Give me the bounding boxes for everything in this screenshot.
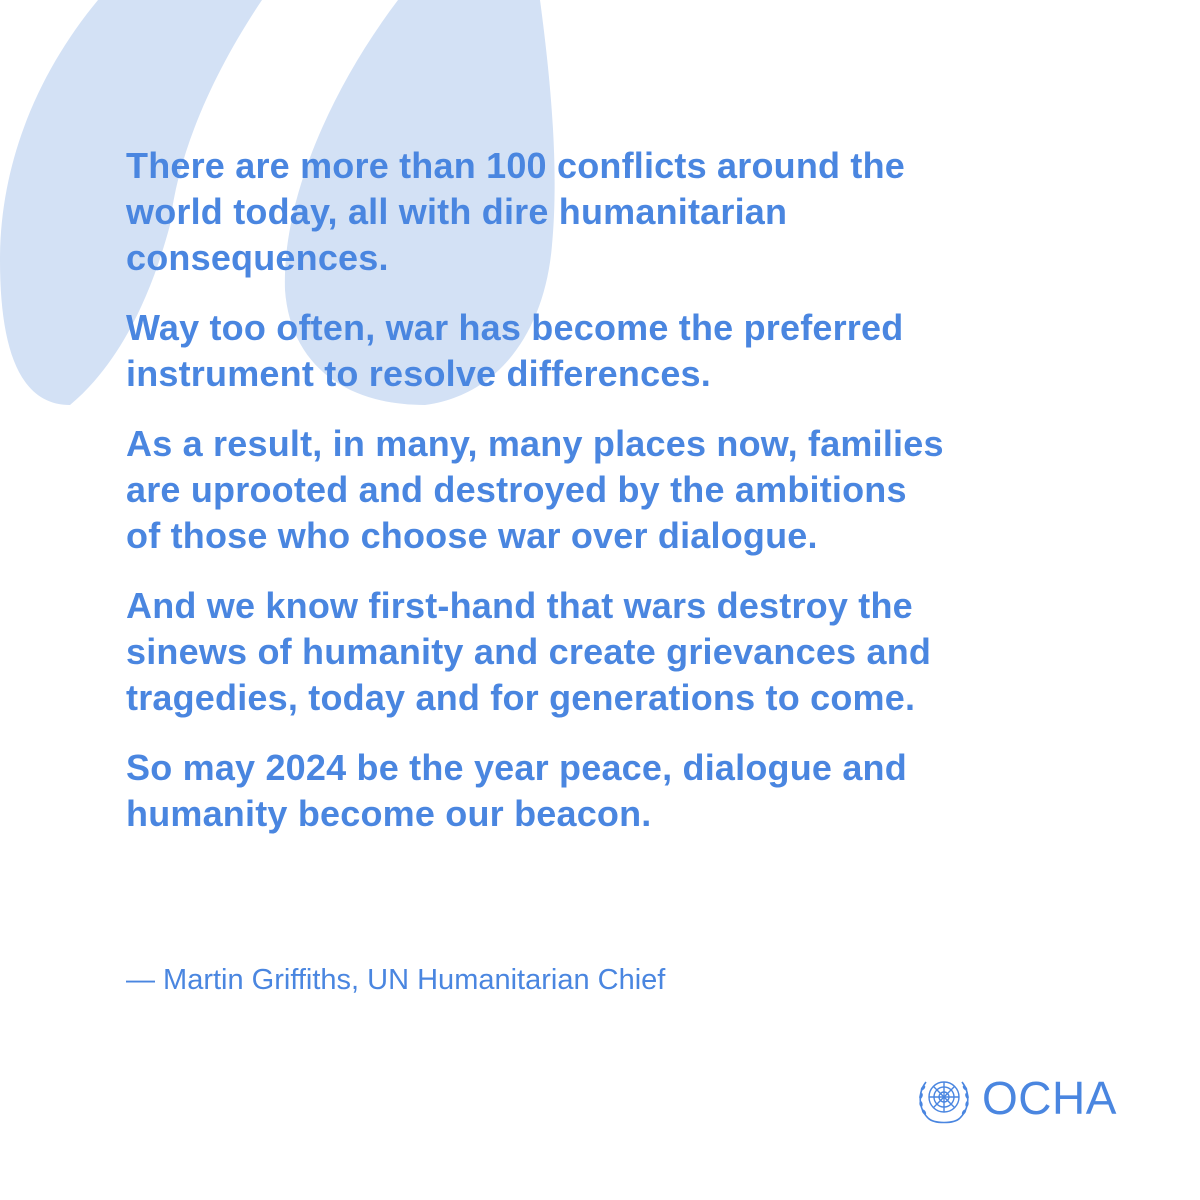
un-emblem-icon: [914, 1068, 974, 1128]
quote-paragraph-3: [126, 421, 1126, 559]
quote-line: Way too often, war has become the preferred: [126, 307, 904, 348]
quote-paragraph-5: [126, 745, 1126, 837]
quote-line: And we know first-hand that wars destroy the: [126, 585, 913, 626]
quote-text: [126, 143, 1126, 861]
quote-line: There are more than 100 conflicts around the: [126, 145, 906, 186]
quote-line: tragedies, today and for generations to come.: [126, 677, 916, 718]
quote-paragraph-1: [126, 143, 1126, 281]
quote-line: sinews of humanity and create grievances and: [126, 631, 932, 672]
quote-paragraph-2: [126, 305, 1126, 397]
quote-attribution: — Martin Griffiths, UN Humanitarian Chief: [126, 964, 666, 996]
quote-line: So may 2024 be the year peace, dialogue and: [126, 747, 907, 788]
quote-line: world today, all with dire humanitarian: [126, 191, 788, 232]
quote-line: As a result, in many, many places now, families: [126, 423, 944, 464]
quote-paragraph-4: [126, 583, 1126, 721]
quote-line: of those who choose war over dialogue.: [126, 515, 818, 556]
quote-line: are uprooted and destroyed by the ambitions: [126, 469, 907, 510]
logo-text: OCHA: [982, 1072, 1117, 1124]
quote-line: consequences.: [126, 237, 389, 278]
ocha-logo: [914, 1066, 1117, 1130]
quote-line: instrument to resolve differences.: [126, 353, 711, 394]
quote-line: humanity become our beacon.: [126, 793, 652, 834]
